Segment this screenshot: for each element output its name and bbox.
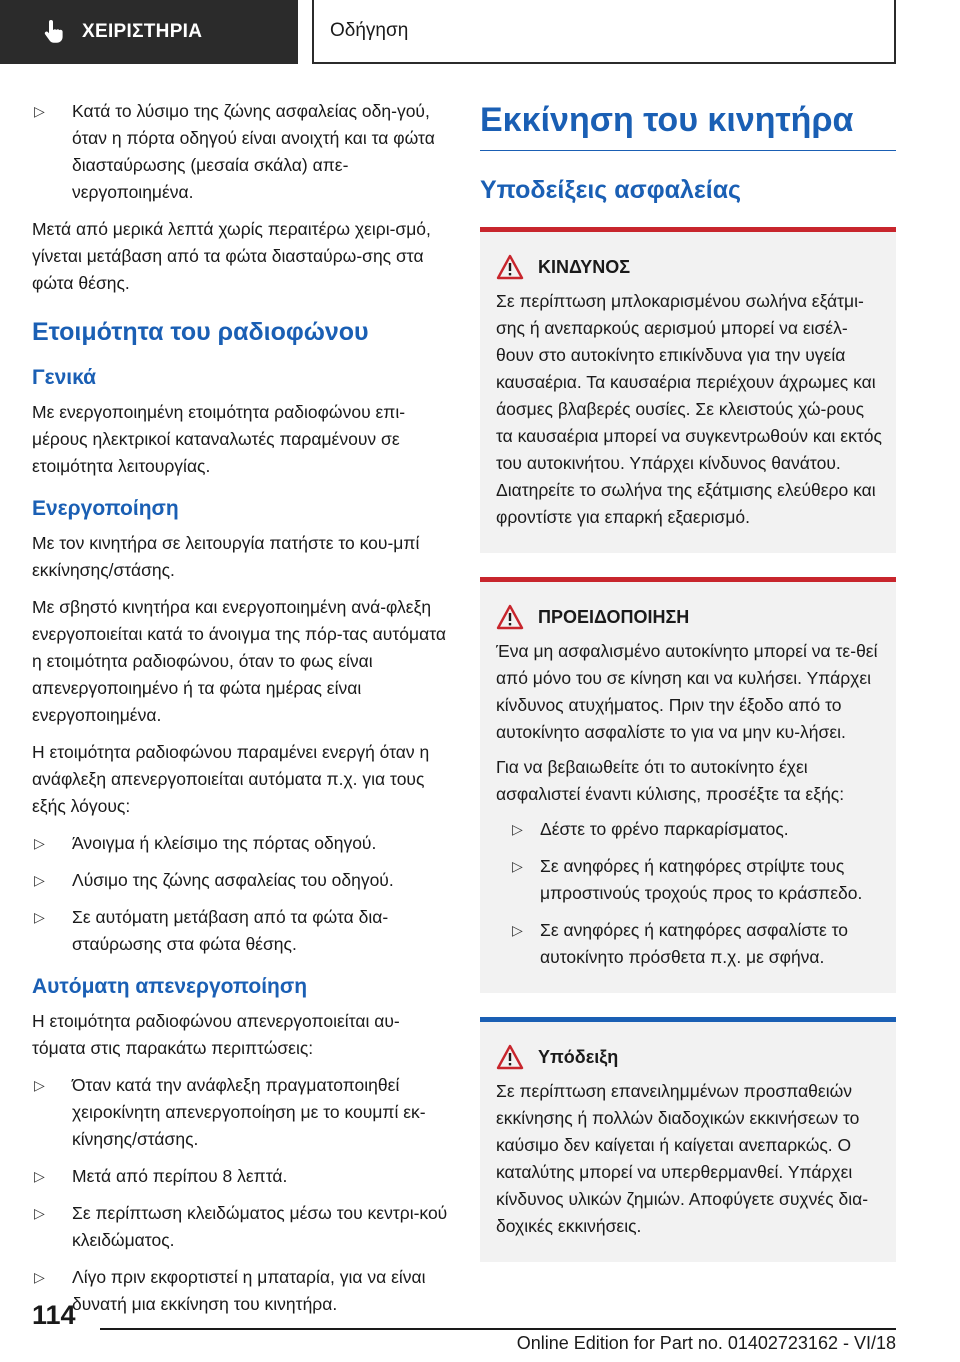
- list-item-text: Όταν κατά την ανάφλεξη πραγματοποιηθεί χειροκίνητη απενεργοποίηση με το κουμπί εκ-κίνησης/στάσης.: [72, 1075, 426, 1149]
- warning-title-text: ΠΡΟΕΙΔΟΠΟΙΗΣΗ: [538, 607, 690, 627]
- list-item: [32, 904, 450, 958]
- list-item: [32, 830, 450, 857]
- list-item: [496, 917, 882, 971]
- section-label: Οδήγηση: [330, 20, 409, 41]
- right-column: [480, 98, 896, 1286]
- triangle-bullet-icon: ▷: [34, 1205, 45, 1221]
- note-box: [480, 1017, 896, 1262]
- manual-label: ΧΕΙΡΙΣΤΗΡΙΑ: [82, 21, 203, 42]
- triangle-bullet-icon: ▷: [34, 1077, 45, 1093]
- hand-tap-icon: [40, 19, 66, 45]
- paragraph: Η ετοιμότητα ραδιοφώνου παραμένει ενεργή όταν η ανάφλεξη απενεργοποιείται αυτόματα π.χ. για τους εξής λόγους:: [32, 742, 430, 816]
- danger-title-text: ΚΙΝΔΥΝΟΣ: [538, 257, 631, 277]
- activation-heading: Ενεργοποίηση: [32, 497, 179, 520]
- triangle-bullet-icon: ▷: [34, 103, 45, 119]
- list-item-text: Μετά από περίπου 8 λεπτά.: [72, 1166, 288, 1186]
- paragraph: Η ετοιμότητα ραδιοφώνου απενεργοποιείται αυ-τόματα στις παρακάτω περιπτώσεις:: [32, 1011, 400, 1058]
- safety-heading: Υποδείξεις ασφαλείας: [480, 176, 742, 204]
- page-number: 114: [32, 1300, 76, 1330]
- triangle-bullet-icon: ▷: [34, 872, 45, 888]
- list-item: [32, 1072, 450, 1153]
- list-item-text: Σε περίπτωση κλειδώματος μέσω του κεντρι-κού κλειδώματος.: [72, 1203, 448, 1250]
- list-item-text: Λύσιμο της ζώνης ασφαλείας του οδηγού.: [72, 870, 394, 890]
- note-title-text: Υπόδειξη: [538, 1047, 619, 1067]
- triangle-bullet-icon: ▷: [512, 821, 523, 837]
- danger-text: Σε περίπτωση μπλοκαρισμένου σωλήνα εξάτμι-σης ή ανεπαρκούς αερισμού μπορεί να εισέλ-θουν στο αυτοκίνητο επικίνδυνα για την υγεία καυσαέρια. Τα καυσαέρια περιέχουν άχρωμες και άοσμες βλαβερές ουσίες. Σε κλειστούς χώ-ρους τα καυσαέρια μπορεί να συγκεντρωθούν και εκτός του αυτοκινήτου. Υπάρχει κίνδυνος θανάτου. Διατηρείτε το σωλήνα της εξάτμισης ελεύθερο και φροντίστε για επαρκή εξαερισμό.: [496, 291, 882, 527]
- edition-text: Online Edition for Part no. 01402723162 - VI/18: [516, 1333, 896, 1353]
- list-item: [32, 98, 450, 206]
- list-item: [496, 816, 882, 843]
- list-item-text: Λίγο πριν εκφορτιστεί η μπαταρία, για να είναι δυνατή μια εκκίνηση του κινητήρα.: [72, 1267, 426, 1314]
- auto-off-heading: Αυτόματη απενεργοποίηση: [32, 975, 308, 998]
- note-text: Σε περίπτωση επανειλημμένων προσπαθειών εκκίνησης ή πολλών διαδοχικών εκκινήσεων το καύσιμο δεν καίγεται ή καίγεται ανεπαρκώς. Ο καταλύτης μπορεί να υπερθερμανθεί. Υπάρχει κίνδυνος υλικών ζημιών. Αποφύγετε συχνές δια-δοχικές εκκινήσεις.: [496, 1081, 869, 1236]
- paragraph: Με σβηστό κινητήρα και ενεργοποιημένη ανά-φλεξη ενεργοποιείται κατά το άνοιγμα της πόρ-τας αυτόματα η ετοιμότητα ραδιοφώνου, όταν το φως είναι απενεργοποιημένο ή τα φώτα ημέρας είναι ενεργοποιημένα.: [32, 597, 446, 725]
- danger-title: [496, 254, 882, 280]
- section-tab[interactable]: [312, 0, 896, 64]
- paragraph: Με τον κινητήρα σε λειτουργία πατήστε το κου-μπί εκκίνησης/στάσης.: [32, 533, 420, 580]
- general-heading: Γενικά: [32, 366, 97, 389]
- list-item: [32, 867, 450, 894]
- triangle-bullet-icon: ▷: [34, 835, 45, 851]
- danger-box: [480, 227, 896, 553]
- list-item-text: Σε ανηφόρες ή κατηφόρες ασφαλίστε το αυτοκίνητο πρόσθετα π.χ. με σφήνα.: [540, 920, 849, 967]
- radio-readiness-heading: Ετοιμότητα του ραδιοφώνου: [32, 318, 369, 346]
- list-item-text: Κατά το λύσιμο της ζώνης ασφαλείας οδη-γού, όταν η πόρτα οδηγού είναι ανοιχτή και τα φώτα διασταύρωσης (μεσαία σκάλα) απε-νεργοποιημένα.: [72, 101, 435, 202]
- list-item-text: Σε αυτόματη μετάβαση από τα φώτα δια-σταύρωσης στα φώτα θέσης.: [72, 907, 389, 954]
- triangle-bullet-icon: ▷: [34, 1269, 45, 1285]
- list-item: [32, 1163, 450, 1190]
- triangle-bullet-icon: ▷: [512, 858, 523, 874]
- triangle-bullet-icon: ▷: [34, 1168, 45, 1184]
- warning-triangle-icon: [496, 254, 524, 280]
- warning-triangle-icon: [496, 1044, 524, 1070]
- list-item-text: Σε ανηφόρες ή κατηφόρες στρίψτε τους μπροστινούς τροχούς προς το κράσπεδο.: [540, 856, 863, 903]
- paragraph: Με ενεργοποιημένη ετοιμότητα ραδιοφώνου επι-μέρους ηλεκτρικοί καταναλωτές παραμένουν σε ετοιμότητα λειτουργίας.: [32, 402, 406, 476]
- list-item-text: Άνοιγμα ή κλείσιμο της πόρτας οδηγού.: [72, 833, 377, 853]
- list-item: [32, 1200, 450, 1254]
- triangle-bullet-icon: ▷: [34, 909, 45, 925]
- engine-start-heading: Εκκίνηση του κινητήρα: [480, 98, 896, 151]
- triangle-bullet-icon: ▷: [512, 922, 523, 938]
- warning-text: Για να βεβαιωθείτε ότι το αυτοκίνητο έχει ασφαλιστεί έναντι κύλισης, προσέξτε τα εξής:: [496, 757, 845, 804]
- list-item-text: Δέστε το φρένο παρκαρίσματος.: [540, 819, 789, 839]
- warning-triangle-icon: [496, 604, 524, 630]
- left-column: [32, 98, 450, 1328]
- paragraph: Μετά από μερικά λεπτά χωρίς περαιτέρω χειρι-σμό, γίνεται μετάβαση από τα φώτα διασταύρω-σης στα φώτα θέσης.: [32, 219, 431, 293]
- list-item: [32, 1264, 450, 1318]
- warning-text: Ένα μη ασφαλισμένο αυτοκίνητο μπορεί να τε-θεί από μόνο του σε κίνηση και να κυλήσει. Υπάρχει κίνδυνος ατυχήματος. Πριν την έξοδο από το αυτοκίνητο ασφαλίστε το για να μην κυ-λήσει.: [496, 641, 878, 742]
- list-item: [496, 853, 882, 907]
- manual-tab[interactable]: [0, 0, 298, 64]
- warning-box: [480, 577, 896, 993]
- footer-divider: [100, 1328, 896, 1330]
- warning-title: [496, 604, 882, 630]
- note-title: [496, 1044, 882, 1070]
